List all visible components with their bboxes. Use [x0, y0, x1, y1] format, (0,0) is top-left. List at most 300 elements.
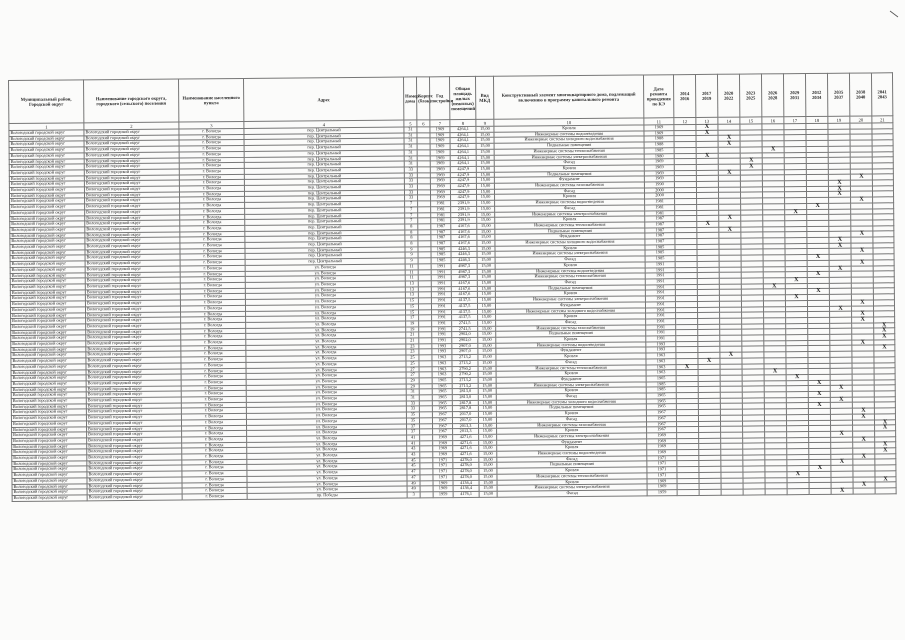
year-cell: 1965: [432, 378, 452, 384]
address-cell: пер. Центральный: [244, 178, 404, 185]
settlement-cell: Вологодский городской округ: [87, 431, 182, 438]
repair-date-cell: 1965: [646, 404, 676, 410]
kind-cell: 15,00: [479, 491, 497, 497]
period-cell: Х: [785, 278, 807, 284]
repair-date-cell: 1971: [647, 473, 677, 479]
area-cell: 4247,9: [451, 195, 477, 201]
kind-cell: 15,00: [478, 343, 496, 349]
column-header: 2017 2019: [695, 74, 717, 117]
kind-cell: 15,00: [478, 383, 496, 389]
area-cell: 4167,6: [451, 235, 477, 241]
element-cell: Инженерные системы электроснабжения: [494, 153, 644, 160]
area-cell: 4167,6: [451, 229, 477, 235]
kind-cell: 15,00: [478, 406, 496, 412]
settlement-cell: Вологодский городской округ: [85, 220, 180, 227]
element-cell: Фасад: [494, 188, 644, 195]
city-cell: г. Вологда: [181, 339, 246, 345]
kind-cell: 15,00: [477, 263, 495, 269]
address-cell: ул. Вологда: [245, 270, 405, 277]
column-header: Общая площадь жилых (нежилых) помещений: [449, 76, 475, 119]
district-cell: Вологодский городской округ: [11, 386, 86, 392]
area-cell: 4987,3: [451, 269, 477, 275]
area-cell: 2902,0: [452, 337, 478, 343]
district-cell: Вологодский городской округ: [9, 175, 84, 181]
district-cell: Вологодский городской округ: [11, 364, 86, 370]
period-cell: [809, 488, 831, 494]
address-cell: ул. Вологда: [246, 361, 406, 368]
address-cell: ул. Вологда: [246, 338, 406, 345]
element-cell: Инженерные системы электроснабжения: [495, 296, 645, 303]
block-cell: [420, 492, 433, 498]
period-cell: Х: [676, 364, 698, 370]
repair-date-cell: 1985: [646, 387, 676, 393]
house-number-cell: 9: [405, 252, 418, 258]
kind-cell: 15,00: [476, 166, 494, 172]
column-header: 2020 2022: [717, 74, 739, 117]
element-cell: Инженерные системы газоснабжения: [496, 325, 646, 332]
period-cell: Х: [764, 369, 786, 375]
element-cell: Инженерные системы водоотведения: [495, 268, 645, 275]
column-number: 6: [417, 120, 430, 127]
year-cell: 1969: [430, 172, 450, 178]
repair-date-cell: 1985: [645, 244, 675, 250]
period-cell: Х: [829, 243, 851, 249]
period-cell: Х: [808, 403, 830, 409]
house-number-cell: 21: [406, 338, 419, 344]
city-cell: г. Вологда: [180, 265, 245, 271]
district-cell: Вологодский городской округ: [10, 238, 85, 244]
period-cell: Х: [697, 221, 719, 227]
repair-date-cell: 1991: [646, 330, 676, 336]
kind-cell: 15,00: [478, 320, 496, 326]
table-body: [9, 123, 896, 501]
district-cell: Вологодский городской округ: [12, 443, 87, 449]
year-cell: 1993: [432, 349, 452, 355]
kind-cell: 15,00: [478, 411, 496, 417]
repair-date-cell: 1991: [646, 324, 676, 330]
year-cell: 1971: [433, 457, 453, 463]
district-cell: Вологодский городской округ: [9, 164, 84, 170]
kind-cell: 15,00: [476, 189, 494, 195]
period-cell: Х: [807, 289, 829, 295]
column-number: 12: [674, 117, 696, 124]
district-cell: Вологодский городской округ: [11, 409, 86, 415]
element-cell: Инженерные системы теплоснабжения: [496, 364, 646, 371]
settlement-cell: Вологодский городской округ: [86, 312, 181, 319]
year-cell: 1969: [433, 480, 453, 486]
period-cell: Х: [808, 391, 830, 397]
repair-date-cell: 2000: [645, 193, 675, 199]
area-cell: 4167,6: [451, 286, 477, 292]
district-cell: Вологодский городской округ: [10, 272, 85, 278]
address-cell: пер. Центральный: [245, 201, 405, 208]
city-cell: г. Вологда: [180, 237, 245, 243]
year-cell: 1969: [430, 161, 450, 167]
district-cell: Вологодский городской округ: [11, 329, 86, 335]
settlement-cell: Вологодский городской округ: [86, 391, 181, 398]
element-cell: Фасад: [496, 359, 646, 366]
year-cell: 1969: [433, 446, 453, 452]
district-cell: Вологодский городской округ: [11, 312, 86, 318]
repair-date-cell: 1991: [646, 319, 676, 325]
city-cell: г. Вологда: [179, 134, 244, 140]
column-header: 2041 2043: [871, 73, 892, 116]
element-cell: Фасад: [496, 416, 646, 423]
corner-stroke-icon: [889, 9, 899, 19]
address-cell: ул. Вологда: [246, 406, 406, 413]
repair-date-cell: 1969: [647, 450, 677, 456]
program-table: [8, 72, 897, 501]
year-cell: 1969: [430, 178, 450, 184]
district-cell: Вологодский городской округ: [11, 415, 86, 421]
repair-date-cell: 1963: [646, 370, 676, 376]
city-cell: г. Вологда: [182, 431, 247, 437]
house-number-cell: 35: [406, 418, 419, 424]
city-cell: г. Вологда: [180, 300, 245, 306]
kind-cell: 15,00: [477, 212, 495, 218]
kind-cell: 15,00: [477, 195, 495, 201]
settlement-cell: Вологодский городской округ: [85, 243, 180, 250]
settlement-cell: Вологодский городской округ: [84, 135, 179, 142]
element-cell: Подвальные помещения: [494, 171, 644, 178]
district-cell: Вологодский городской округ: [9, 193, 84, 199]
period-cell: Х: [851, 260, 873, 266]
settlement-cell: Вологодский городской округ: [85, 300, 180, 307]
repair-date-cell: 1985: [645, 256, 675, 262]
period-cell: Х: [831, 488, 853, 494]
district-cell: Вологодский городской округ: [10, 244, 85, 250]
column-number: 20: [850, 116, 872, 123]
settlement-cell: Вологодский городской округ: [86, 369, 181, 376]
city-cell: г. Вологда: [181, 334, 246, 340]
year-cell: 1969: [431, 195, 451, 201]
column-header: 2026 2028: [761, 74, 783, 117]
settlement-cell: Вологодский городской округ: [86, 414, 181, 421]
kind-cell: 15,00: [479, 480, 497, 486]
address-cell: пер. Центральный: [245, 253, 405, 260]
settlement-cell: Вологодский городской округ: [84, 175, 179, 182]
address-cell: ул. Вологда: [247, 481, 407, 488]
area-cell: 4278,0: [453, 469, 479, 475]
house-number-cell: 21: [406, 332, 419, 338]
repair-date-cell: 1969: [647, 444, 677, 450]
address-cell: ул. Вологда: [245, 275, 405, 282]
settlement-cell: Вологодский городской округ: [86, 323, 181, 330]
period-cell: Х: [762, 147, 784, 153]
house-number-cell: 19: [406, 321, 419, 327]
period-cell: Х: [809, 466, 831, 472]
district-cell: Вологодский городской округ: [11, 404, 86, 410]
district-cell: Вологодский городской округ: [11, 335, 86, 341]
element-cell: Подвальные помещения: [495, 285, 645, 292]
address-cell: ул. Вологда: [246, 327, 406, 334]
repair-date-cell: 1991: [645, 279, 675, 285]
area-cell: 4271,6: [453, 446, 479, 452]
column-header: Номер дома: [403, 77, 416, 120]
house-number-cell: 31: [404, 144, 417, 150]
city-cell: г. Вологда: [181, 385, 246, 391]
settlement-cell: Вологодский городской округ: [84, 152, 179, 159]
house-number-cell: 33: [405, 195, 418, 201]
settlement-cell: Вологодский городской округ: [85, 266, 180, 273]
address-cell: ул. Вологда: [247, 469, 407, 476]
address-cell: ул. Вологда: [247, 441, 407, 448]
address-cell: ул. Вологда: [246, 367, 406, 374]
period-cell: Х: [829, 266, 851, 272]
address-cell: ул. Вологда: [247, 458, 407, 465]
house-number-cell: 8: [405, 235, 418, 241]
kind-cell: 15,00: [477, 235, 495, 241]
city-cell: г. Вологда: [182, 476, 247, 482]
kind-cell: 15,00: [477, 280, 495, 286]
house-number-cell: 45: [407, 458, 420, 464]
element-cell: Кровля: [496, 313, 646, 320]
year-cell: 1969: [430, 184, 450, 190]
settlement-cell: Вологодский городской округ: [85, 215, 180, 222]
house-number-cell: 41: [407, 435, 420, 441]
element-cell: Фундамент: [497, 439, 647, 446]
area-cell: 4264,1: [450, 144, 476, 150]
house-number-cell: 31: [404, 133, 417, 139]
period-cell: Х: [851, 197, 873, 203]
house-number-cell: 23: [406, 349, 419, 355]
address-cell: ул. Вологда: [246, 315, 406, 322]
repair-date-cell: 1967: [646, 410, 676, 416]
city-cell: г. Вологда: [181, 396, 246, 402]
period-cell: Х: [851, 231, 873, 237]
year-cell: 1965: [432, 400, 452, 406]
element-cell: Кровля: [496, 410, 646, 417]
element-cell: Подвальные помещения: [494, 142, 644, 149]
settlement-cell: Вологодский городской округ: [85, 283, 180, 290]
settlement-cell: Вологодский городской округ: [86, 346, 181, 353]
year-cell: 1969: [430, 149, 450, 155]
kind-cell: 15,00: [477, 252, 495, 258]
area-cell: 4136,4: [453, 480, 479, 486]
area-cell: 4136,4: [453, 486, 479, 492]
year-cell: 1981: [431, 206, 451, 212]
city-cell: г. Вологда: [180, 254, 245, 260]
area-cell: 4167,6: [451, 280, 477, 286]
district-cell: Вологодский городской округ: [10, 261, 85, 267]
column-header: 2038 2040: [849, 73, 871, 116]
settlement-cell: Вологодский городской округ: [86, 363, 181, 370]
area-cell: 4264,1: [450, 149, 476, 155]
city-cell: г. Вологда: [181, 317, 246, 323]
repair-date-cell: 1991: [646, 307, 676, 313]
kind-cell: 15,00: [478, 389, 496, 395]
element-cell: Инженерные системы теплоснабжения: [495, 222, 645, 229]
kind-cell: 15,00: [477, 200, 495, 206]
city-cell: г. Вологда: [181, 311, 246, 317]
year-cell: 1969: [433, 452, 453, 458]
element-cell: Подвальные помещения: [495, 228, 645, 235]
address-cell: пер. Центральный: [245, 230, 405, 237]
period-cell: Х: [785, 295, 807, 301]
area-cell: 2013,3: [453, 423, 479, 429]
settlement-cell: Вологодский городской округ: [84, 163, 179, 170]
kind-cell: 15,00: [477, 240, 495, 246]
area-cell: 2741,5: [452, 326, 478, 332]
city-cell: г. Вологда: [182, 488, 247, 494]
repair-date-cell: 1971: [647, 461, 677, 467]
district-cell: Вологодский городской округ: [12, 438, 87, 444]
year-cell: 1965: [432, 406, 452, 412]
district-cell: Вологодский городской округ: [12, 478, 87, 484]
period-cell: Х: [852, 408, 874, 414]
settlement-cell: Вологодский городской округ: [85, 289, 180, 296]
year-cell: 1971: [433, 463, 453, 469]
district-cell: Вологодский городской округ: [11, 341, 86, 347]
year-cell: 1991: [431, 292, 451, 298]
city-cell: г. Вологда: [179, 168, 244, 174]
column-header: Вид МКД: [475, 76, 493, 119]
area-cell: 2902,0: [452, 332, 478, 338]
house-number-cell: 47: [407, 469, 420, 475]
year-cell: 1991: [431, 286, 451, 292]
house-number-cell: 49: [407, 481, 420, 487]
period-cell: Х: [874, 334, 895, 340]
district-cell: Вологодский городской округ: [10, 198, 85, 204]
element-cell: Инженерные системы электроснабжения: [497, 484, 647, 491]
year-cell: 1969: [430, 167, 450, 173]
kind-cell: 15,00: [476, 172, 494, 178]
kind-cell: 15,00: [476, 155, 494, 161]
element-cell: Кровля: [496, 370, 646, 377]
settlement-cell: Вологодский городской округ: [85, 272, 180, 279]
house-number-cell: 25: [406, 361, 419, 367]
house-number-cell: 8: [405, 230, 418, 236]
city-cell: г. Вологда: [182, 459, 247, 465]
area-cell: 2391,9: [451, 212, 477, 218]
city-cell: г. Вологда: [179, 157, 244, 163]
element-cell: Фасад: [494, 159, 644, 166]
column-number: 16: [762, 117, 784, 124]
period-cell: Х: [828, 186, 850, 192]
period-cell: Х: [829, 192, 851, 198]
city-cell: г. Вологда: [181, 357, 246, 363]
kind-cell: 15,00: [478, 337, 496, 343]
settlement-cell: Вологодский городской округ: [87, 437, 182, 444]
repair-date-cell: 1991: [646, 313, 676, 319]
period-cell: Х: [830, 306, 852, 312]
area-cell: 4137,5: [452, 315, 478, 321]
column-header: Дата ремонта проведения по КЭ: [643, 75, 673, 118]
period-cell: Х: [808, 380, 830, 386]
period-cell: [677, 489, 699, 495]
house-number-cell: 11: [405, 264, 418, 270]
year-cell: 1959: [433, 492, 453, 498]
house-number-cell: 31: [404, 161, 417, 167]
district-cell: Вологодский городской округ: [10, 290, 85, 296]
column-number: 11: [644, 118, 674, 125]
period-cell: Х: [720, 352, 742, 358]
element-cell: Фасад: [497, 456, 647, 463]
district-cell: Вологодский городской округ: [9, 181, 84, 187]
element-cell: Инженерные системы водоотведения: [495, 199, 645, 206]
settlement-cell: Вологодский городской округ: [86, 420, 181, 427]
address-cell: ул. Вологда: [246, 418, 406, 425]
address-cell: ул. Вологда: [245, 287, 405, 294]
house-number-cell: 15: [405, 304, 418, 310]
house-number-cell: 23: [406, 344, 419, 350]
repair-date-cell: 1965: [646, 393, 676, 399]
house-number-cell: 7: [405, 201, 418, 207]
period-cell: [721, 489, 743, 495]
area-cell: 2813,0: [452, 389, 478, 395]
column-number: 21: [872, 116, 893, 123]
repair-date-cell: 1987: [645, 227, 675, 233]
element-cell: Кровля: [496, 336, 646, 343]
year-cell: 1969: [433, 440, 453, 446]
area-cell: 2907,0: [452, 349, 478, 355]
address-cell: пр. Победы: [247, 492, 407, 499]
element-cell: Инженерные системы электроснабжения: [495, 210, 645, 217]
district-cell: Вологодский городской округ: [11, 347, 86, 353]
district-cell: Вологодский городской округ: [12, 426, 87, 432]
kind-cell: 15,00: [479, 468, 497, 474]
period-cell: [765, 489, 787, 495]
house-number-cell: 37: [407, 429, 420, 435]
area-cell: 4264,1: [450, 161, 476, 167]
district-cell: Вологодский городской округ: [12, 461, 87, 467]
kind-cell: 15,00: [479, 474, 497, 480]
kind-cell: 15,00: [477, 229, 495, 235]
area-cell: 4246,3: [451, 258, 477, 264]
city-cell: г. Вологда: [179, 146, 244, 152]
kind-cell: 15,00: [477, 297, 495, 303]
kind-cell: 15,00: [478, 354, 496, 360]
settlement-cell: Вологодский городской округ: [86, 374, 181, 381]
address-cell: пер. Центральный: [245, 218, 405, 225]
period-cell: Х: [852, 414, 874, 420]
settlement-cell: Вологодский городской округ: [84, 180, 179, 187]
kind-cell: 15,00: [479, 457, 497, 463]
repair-date-cell: 1963: [646, 359, 676, 365]
settlement-cell: Вологодский городской округ: [84, 146, 179, 153]
address-cell: пер. Центральный: [244, 138, 404, 145]
house-number-cell: 7: [405, 212, 418, 218]
settlement-cell: Вологодский городской округ: [84, 140, 179, 147]
column-header: Корпус (блок): [416, 77, 429, 120]
district-cell: Вологодский городской округ: [10, 204, 85, 210]
house-number-cell: 37: [407, 423, 420, 429]
kind-cell: 15,00: [477, 223, 495, 229]
repair-date-cell: 1991: [645, 267, 675, 273]
house-number-cell: 11: [405, 270, 418, 276]
column-header: Наименование населенного пункта: [178, 78, 243, 122]
district-cell: Вологодский городской округ: [12, 489, 87, 495]
period-cell: Х: [874, 345, 895, 351]
settlement-cell: Вологодский городской округ: [86, 340, 181, 347]
district-cell: Вологодский городской округ: [9, 147, 84, 153]
address-cell: ул. Вологда: [247, 424, 407, 431]
settlement-cell: Вологодский городской округ: [85, 294, 180, 301]
city-cell: г. Вологда: [179, 163, 244, 169]
column-number: 14: [718, 117, 740, 124]
column-number: 3: [179, 121, 244, 129]
element-cell: Инженерные системы газоснабжения: [494, 182, 644, 189]
year-cell: 1987: [431, 235, 451, 241]
element-cell: Фундамент: [495, 233, 645, 240]
area-cell: 2817,8: [452, 400, 478, 406]
district-cell: Вологодский городской округ: [10, 221, 85, 227]
element-cell: Инженерные системы холодного водоснабжения: [494, 136, 644, 143]
district-cell: Вологодский городской округ: [10, 255, 85, 261]
period-cell: Х: [853, 437, 875, 443]
address-cell: пер. Центральный: [245, 224, 405, 231]
kind-cell: 15,00: [478, 417, 496, 423]
